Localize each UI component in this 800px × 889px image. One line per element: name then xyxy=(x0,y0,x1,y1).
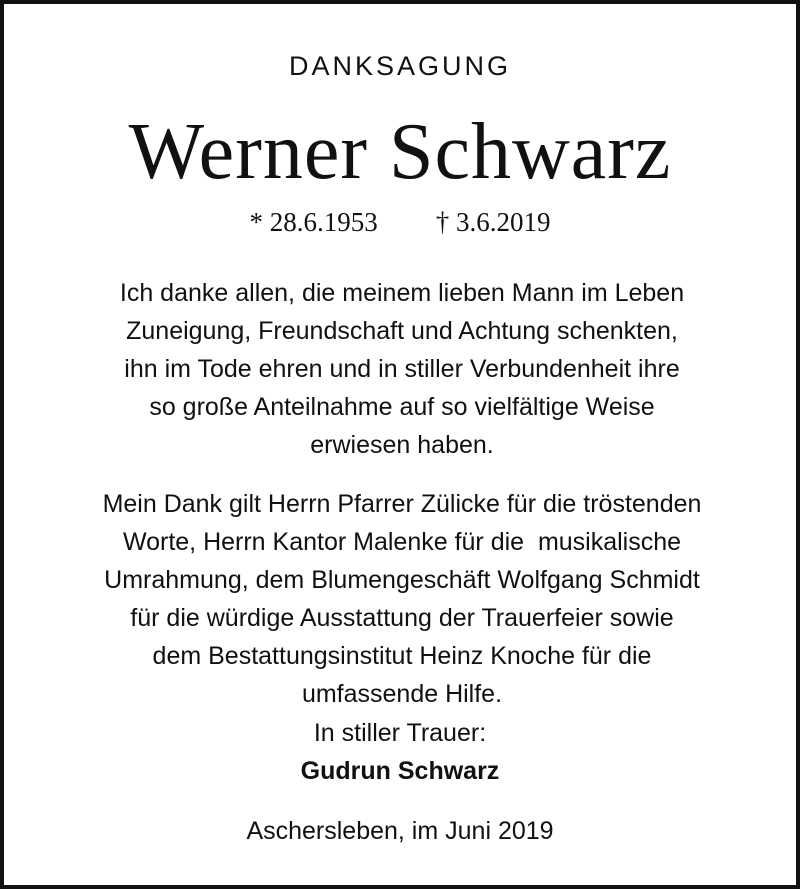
birth-date: * 28.6.1953 xyxy=(249,207,378,237)
deceased-name: Werner Schwarz xyxy=(128,108,672,196)
place-and-date: Aschersleben, im Juni 2019 xyxy=(246,817,554,845)
text-line: Umrahmung, dem Blumengeschäft Wolfgang Schmidt xyxy=(104,566,700,594)
thanks-paragraph xyxy=(34,274,770,464)
death-date: † 3.6.2019 xyxy=(435,207,551,237)
text-line: dem Bestattungsinstitut Heinz Knoche für die xyxy=(152,642,652,670)
signer-name: Gudrun Schwarz xyxy=(300,757,500,785)
text-line: für die würdige Ausstattung der Trauerfeier sowie xyxy=(130,604,674,632)
text-line: so große Anteilnahme auf so vielfältige Weise xyxy=(149,393,655,421)
notice-heading: DANKSAGUNG xyxy=(288,51,512,81)
acknowledgement-paragraph xyxy=(34,485,770,713)
text-line: umfassende Hilfe. xyxy=(301,680,503,708)
text-line: Mein Dank gilt Herrn Pfarrer Zülicke für die tröstenden xyxy=(102,490,702,518)
text-line: ihn im Tode ehren und in stiller Verbundenheit ihre xyxy=(124,355,680,383)
life-dates xyxy=(4,204,796,240)
text-line: Zuneigung, Freundschaft und Achtung schenkten, xyxy=(126,317,678,345)
text-line: Worte, Herrn Kantor Malenke für die musikalische xyxy=(122,528,682,556)
text-line: erwiesen haben. xyxy=(310,431,494,459)
mourning-line: In stiller Trauer: xyxy=(313,719,487,747)
text-line: Ich danke allen, die meinem lieben Mann im Leben xyxy=(119,279,685,307)
